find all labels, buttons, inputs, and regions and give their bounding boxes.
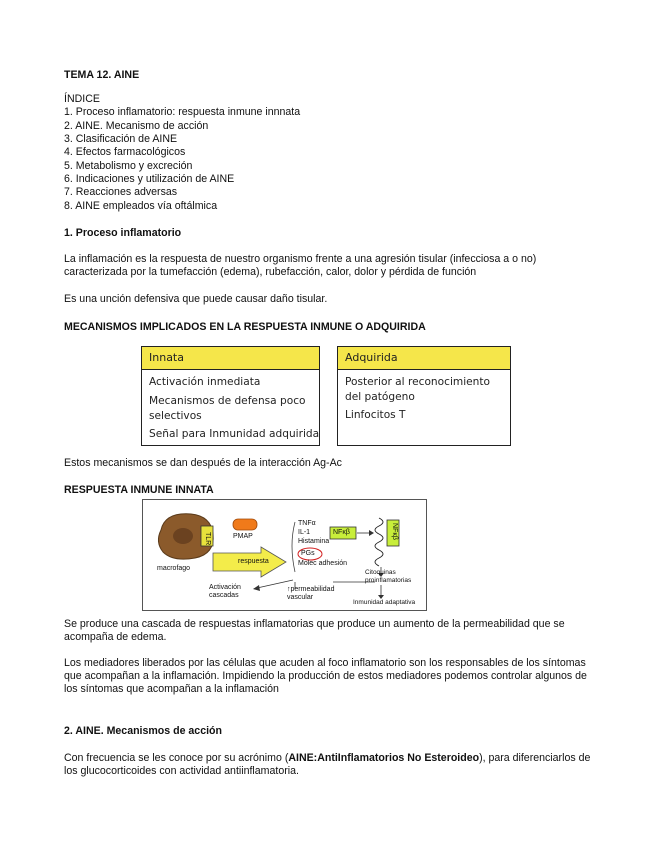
innata-box bbox=[141, 346, 320, 446]
mediator-label: Molec adhesión bbox=[298, 560, 348, 567]
macrofago-nucleus bbox=[173, 528, 193, 544]
section1-paragraph: La inflamación es la respuesta de nuestro organismo frente a una agresión tisular (infecciosa a o no) caracterizada por la tumefacción (edema), rubefacción, calor, dolor y pérdida de función bbox=[64, 253, 537, 278]
mediator-label: IL-1 bbox=[298, 529, 311, 536]
nfkb-rotated-label: NFκβ bbox=[391, 523, 398, 540]
section2-paragraph bbox=[64, 752, 594, 778]
diagram-graphics bbox=[143, 500, 426, 610]
section2-text: ), para diferenciarlos de los glucocorticoides con actividad antiinflamatoria. bbox=[64, 752, 591, 777]
index-item: 1. Proceso inflamatorio: respuesta inmune innnata bbox=[64, 106, 301, 118]
innata-item: Señal para Inmunidad adquirida bbox=[149, 428, 320, 440]
pmap-label: PMAP bbox=[233, 533, 253, 540]
mediator-label: Histamina bbox=[298, 538, 330, 545]
mechanisms-heading: MECANISMOS IMPLICADOS EN LA RESPUESTA INMUNE O ADQUIRIDA bbox=[64, 321, 426, 333]
innata-item: Activación inmediata bbox=[149, 376, 261, 388]
activacion-label: Activación cascadas bbox=[209, 584, 241, 599]
index-item: 6. Indicaciones y utilización de AINE bbox=[64, 173, 235, 185]
mechanisms-note: Estos mecanismos se dan después de la interacción Ag-Ac bbox=[64, 457, 342, 469]
arrowhead bbox=[369, 530, 374, 536]
tlr-label: TLR bbox=[204, 532, 211, 546]
section2-heading: 2. AINE. Mecanismos de acción bbox=[64, 725, 222, 737]
nfkb-label: NFκβ bbox=[333, 529, 350, 536]
inmunidad-label: Inmunidad adaptativa bbox=[353, 599, 416, 606]
index-item: 3. Clasificación de AINE bbox=[64, 133, 178, 145]
adquirida-item: Linfocitos T bbox=[345, 409, 406, 421]
section1-paragraph: Es una unción defensiva que puede causar daño tisular. bbox=[64, 293, 328, 305]
mediator-label: TNFα bbox=[298, 520, 316, 527]
document-title: TEMA 12. AINE bbox=[64, 69, 140, 81]
innate-response-heading: RESPUESTA INMUNE INNATA bbox=[64, 484, 214, 496]
index-item: 8. AINE empleados vía oftálmica bbox=[64, 200, 218, 212]
mediators-bracket bbox=[292, 522, 295, 572]
index-item: 5. Metabolismo y excreción bbox=[64, 160, 193, 172]
innate-response-paragraph: Los mediadores liberados por las células que acuden al foco inflamatorio son los responsables de los síntomas que acompañan a la inflamación. Impidiendo la producción de estos mediadores podemos controlar algunos de los síntomas que acompañan a la inflamación bbox=[64, 657, 587, 695]
section1-heading: 1. Proceso inflamatorio bbox=[64, 227, 182, 239]
index-heading: ÍNDICE bbox=[64, 93, 100, 105]
permeabilidad-label: ↑permeabilidad vascular bbox=[287, 586, 335, 601]
aine-acronym: AINE:AntiInflamatorios No Esteroideo bbox=[288, 752, 480, 764]
index-item: 2. AINE. Mecanismo de acción bbox=[64, 120, 209, 132]
adquirida-title: Adquirida bbox=[338, 347, 510, 370]
innata-item: Mecanismos de defensa poco selectivos bbox=[149, 395, 306, 422]
mediator-label: PGs bbox=[301, 550, 315, 557]
section2-text: Con frecuencia se les conoce por su acrónimo ( bbox=[64, 752, 289, 764]
innata-title: Innata bbox=[142, 347, 319, 370]
citoquinas-label: Citoquinas proinflamatorias bbox=[365, 569, 412, 584]
adquirida-item: Posterior al reconocimiento del patógeno bbox=[345, 376, 491, 403]
pmap-shape bbox=[233, 519, 257, 530]
index-item: 7. Reacciones adversas bbox=[64, 186, 178, 198]
index-item: 4. Efectos farmacológicos bbox=[64, 146, 186, 158]
macrofago-label: macrofago bbox=[157, 565, 191, 572]
dna-helix bbox=[375, 518, 383, 566]
innate-response-paragraph: Se produce una cascada de respuestas inflamatorias que produce un aumento de la permeabilidad que se acompaña de edema. bbox=[64, 618, 565, 643]
innate-response-diagram bbox=[142, 499, 427, 611]
respuesta-label: respuesta bbox=[238, 558, 269, 565]
adquirida-box bbox=[337, 346, 511, 446]
